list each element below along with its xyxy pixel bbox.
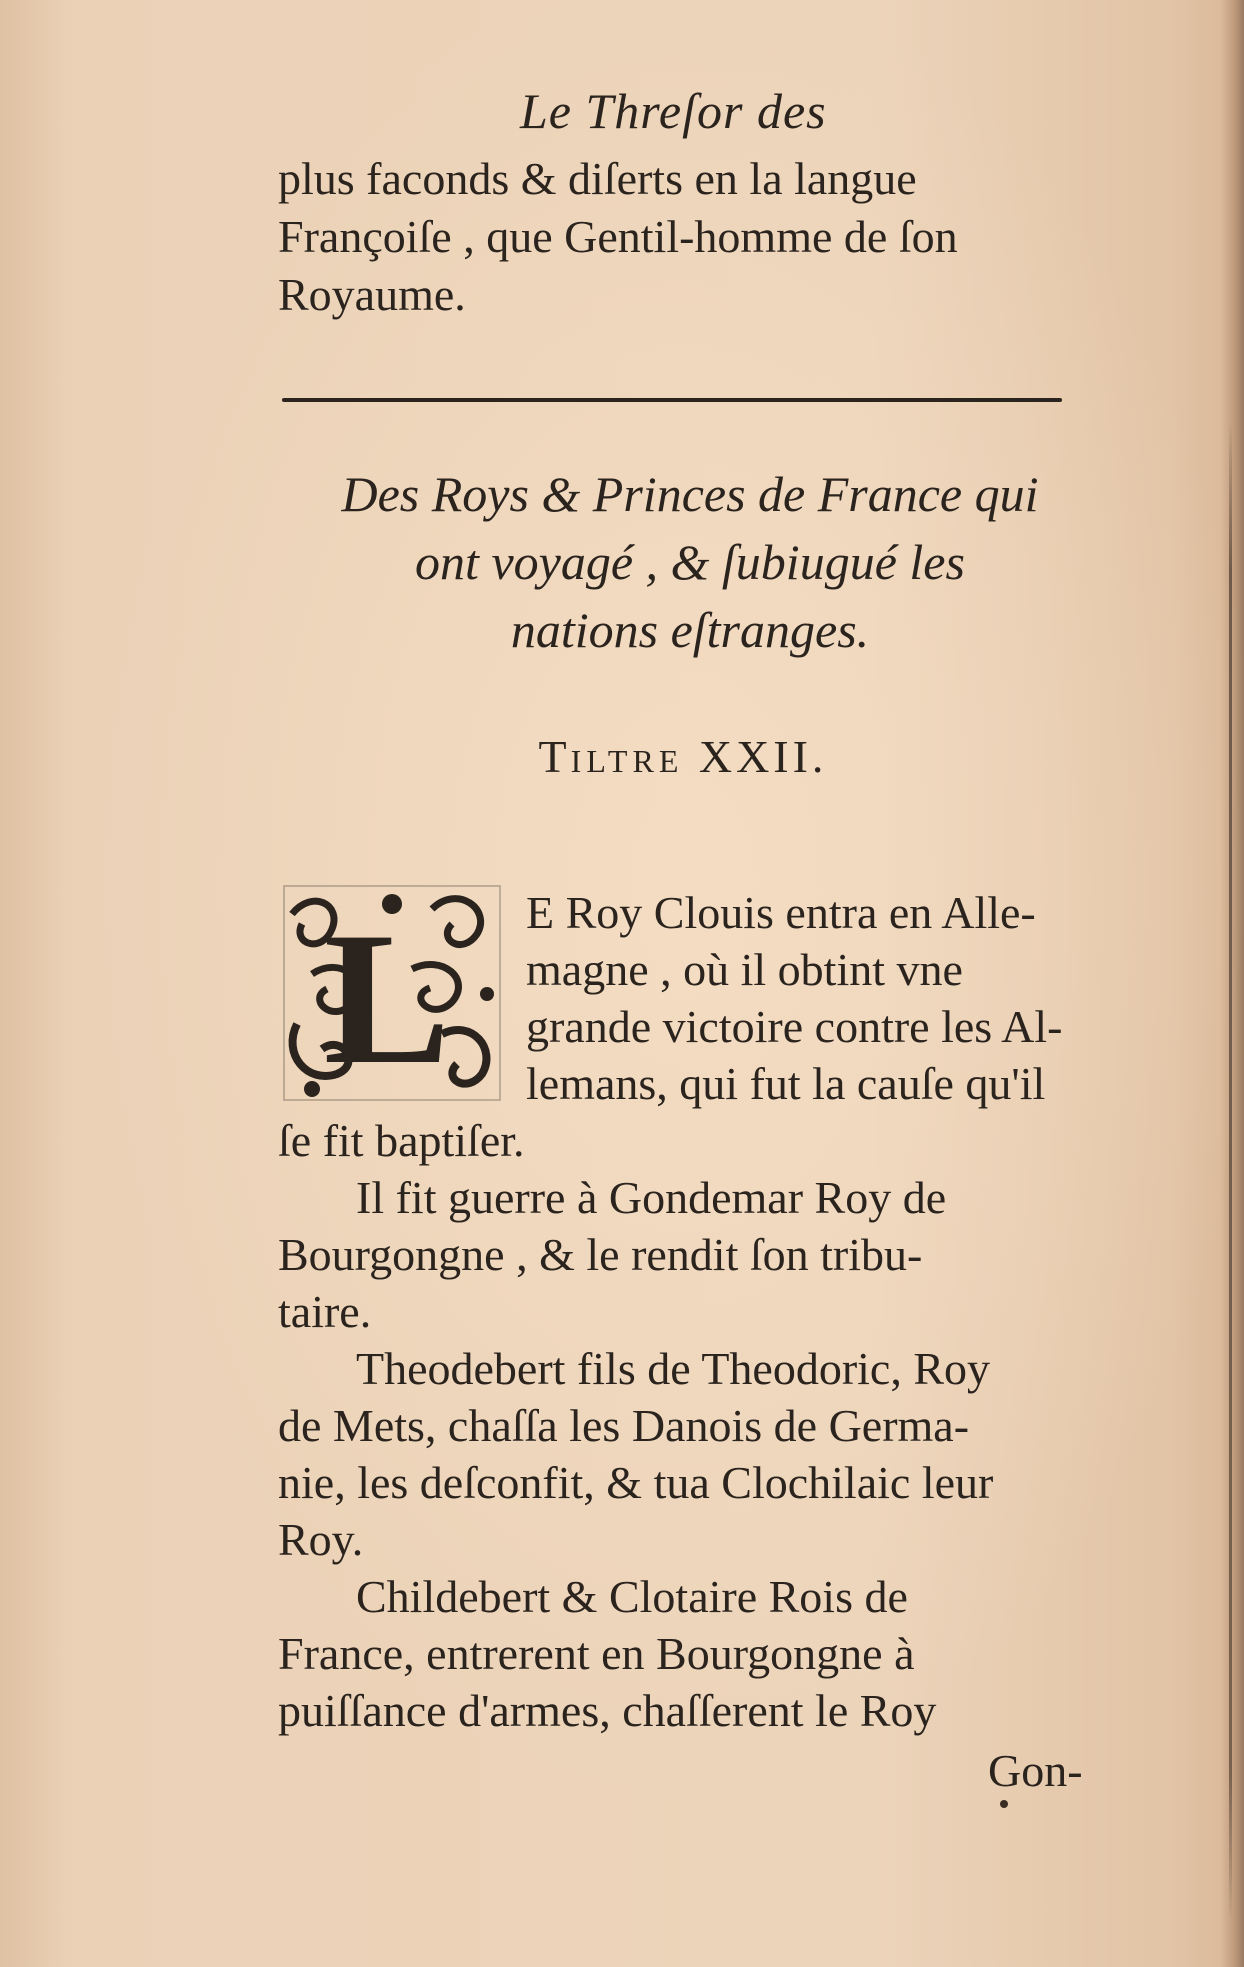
intro-paragraph <box>278 150 1108 324</box>
body-line-7: Bourgongne , & le rendit ſon tribu- <box>278 1229 923 1280</box>
body-line-6: Il fit guerre à Gondemar Roy de <box>356 1172 947 1223</box>
running-head: Le Threſor des <box>520 83 827 139</box>
title-smallcaps: ILTRE <box>570 743 684 779</box>
signature-mark <box>1000 1800 1008 1808</box>
body-line-9: Theodebert fils de Theodoric, Roy <box>356 1343 991 1394</box>
chapter-body <box>278 884 1110 1739</box>
page-gutter-shadow <box>1220 0 1244 1967</box>
body-line-2: magne , où il obtint vne <box>526 944 963 995</box>
initial-letter-glyph: L <box>323 894 451 1102</box>
heading-line-1: Des Roys & Princes de France qui <box>341 466 1039 522</box>
body-line-14: France, entrerent en Bourgongne à <box>278 1628 915 1679</box>
body-line-5: ſe fit baptiſer. <box>278 1115 525 1166</box>
title-prefix: T <box>538 731 571 782</box>
body-line-13: Childebert & Clotaire Rois de <box>356 1571 908 1622</box>
body-line-3: grande victoire contre les Al- <box>526 1001 1063 1052</box>
heading-line-3: nations eſtranges. <box>510 602 870 658</box>
chapter-title-number <box>278 730 1088 783</box>
heading-line-2: ont voyagé , & ſubiugué les <box>415 534 965 590</box>
intro-line-1: plus faconds & diſerts en la langue <box>278 153 917 204</box>
body-line-1 <box>278 884 1110 941</box>
section-rule <box>282 398 1062 402</box>
intro-line-2: Françoiſe , que Gentil-homme de ſon <box>278 211 958 262</box>
body-line-4: lemans, qui fut la cauſe qu'il <box>526 1058 1046 1109</box>
intro-line-3: Royaume. <box>278 269 466 320</box>
catchword: Gon- <box>988 1745 1083 1796</box>
body-line-10: de Mets, chaſſa les Danois de Germa- <box>278 1400 970 1451</box>
body-line-11: nie, les deſconfit, & tua Clochilaic leur <box>278 1457 994 1508</box>
body-line-12: Roy. <box>278 1514 364 1565</box>
body-line-1-text: E Roy Clouis entra en Alle- <box>526 887 1036 938</box>
body-line-8: taire. <box>278 1286 372 1337</box>
title-number: XXII. <box>698 731 828 782</box>
body-line-15: puiſſance d'armes, chaſſerent le Roy <box>278 1685 937 1736</box>
binding-edge <box>1229 420 1232 1920</box>
chapter-heading <box>260 460 1120 664</box>
